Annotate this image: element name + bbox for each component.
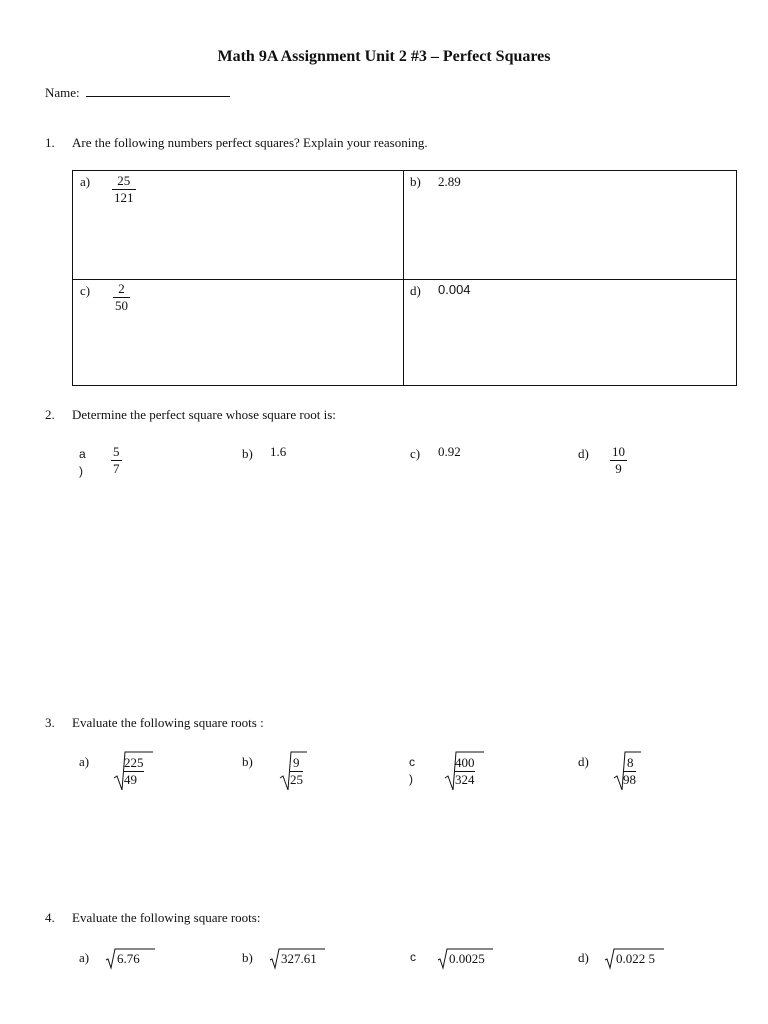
q1-item-a-numerator: 25 — [117, 173, 131, 188]
q2-item-d-numerator: 10 — [612, 444, 625, 459]
q2-item-c-label: c) — [410, 446, 421, 461]
question-1-answer-grid — [72, 170, 737, 386]
q3-item-d-numerator: 8 — [627, 755, 634, 770]
q1-item-a-denominator: 121 — [114, 190, 134, 205]
name-field[interactable] — [45, 84, 230, 101]
q3-item-a-fraction — [124, 755, 144, 788]
q2-item-a-label — [79, 446, 86, 480]
q3-item-d-denominator: 98 — [623, 772, 636, 787]
q4-item-a-label: a) — [79, 950, 90, 965]
question-3-number: 3. — [45, 715, 55, 730]
q2-item-a-denominator: 7 — [113, 461, 120, 476]
q3-item-b-label: b) — [242, 754, 253, 769]
question-4-number: 4. — [45, 910, 55, 925]
q1-item-d-value: 0.004 — [438, 282, 471, 297]
q4-item-c-label: c — [410, 950, 416, 964]
q3-item-d-fraction — [623, 755, 636, 788]
question-2-prompt: Determine the perfect square whose square root is: — [72, 407, 336, 422]
q3-item-c-fraction — [455, 755, 475, 788]
q3-item-d-label: d) — [578, 754, 589, 769]
name-label: Name: — [45, 85, 80, 100]
question-2-number: 2. — [45, 407, 55, 422]
q3-item-b-denominator: 25 — [290, 772, 303, 787]
question-3-prompt: Evaluate the following square roots : — [72, 715, 264, 730]
q4-item-d-label: d) — [578, 950, 589, 965]
q3-item-c-numerator: 400 — [455, 755, 475, 770]
q4-item-c-value: 0.0025 — [449, 951, 485, 966]
name-blank-line[interactable] — [86, 84, 230, 97]
q3-item-b-fraction — [290, 755, 303, 788]
q2-item-b-label: b) — [242, 446, 253, 461]
question-1-prompt: Are the following numbers perfect squares? Explain your reasoning. — [72, 135, 428, 150]
q2-item-d-denominator: 9 — [610, 460, 627, 477]
q4-item-b-value: 327.61 — [281, 951, 317, 966]
q3-item-a-label: a) — [79, 754, 90, 769]
q3-item-c-denominator: 324 — [455, 772, 475, 787]
q1-item-b-value: 2.89 — [438, 174, 461, 189]
q1-item-c-denominator: 50 — [115, 298, 128, 313]
q3-item-a-denominator: 49 — [124, 771, 144, 788]
q2-item-a-fraction — [111, 444, 122, 477]
q1-item-a-fraction — [112, 173, 136, 206]
q1-item-b-label: b) — [410, 174, 421, 189]
q2-item-d-label: d) — [578, 446, 589, 461]
question-4-prompt: Evaluate the following square roots: — [72, 910, 261, 925]
q2-item-c-value: 0.92 — [438, 444, 461, 459]
q1-item-c-label: c) — [80, 283, 91, 298]
q3-item-b-numerator: 9 — [293, 755, 300, 770]
question-1-number: 1. — [45, 135, 55, 150]
page-title: Math 9A Assignment Unit 2 #3 – Perfect Squares — [217, 48, 551, 65]
q3-item-a-numerator: 225 — [124, 755, 144, 770]
q2-item-d-fraction — [610, 444, 627, 477]
q1-item-c-fraction — [113, 281, 130, 314]
grid-vertical-divider — [403, 171, 404, 385]
q1-item-c-numerator: 2 — [118, 281, 125, 296]
q3-item-c-label-bottom: ) — [409, 772, 413, 786]
q4-item-a-value: 6.76 — [117, 951, 140, 966]
q1-item-a-label: a) — [80, 174, 91, 189]
q2-item-a-label-bottom: ) — [79, 464, 83, 478]
q3-item-c-label-top: c — [409, 755, 415, 769]
q1-item-d-label: d) — [410, 283, 421, 298]
q3-item-c-label — [409, 754, 415, 788]
grid-horizontal-divider — [73, 279, 736, 280]
q4-item-b-label: b) — [242, 950, 253, 965]
q2-item-b-value: 1.6 — [270, 444, 287, 459]
q4-item-d-value: 0.022 5 — [616, 951, 655, 966]
q2-item-a-label-top: a — [79, 447, 86, 461]
q2-item-a-numerator: 5 — [113, 444, 120, 459]
